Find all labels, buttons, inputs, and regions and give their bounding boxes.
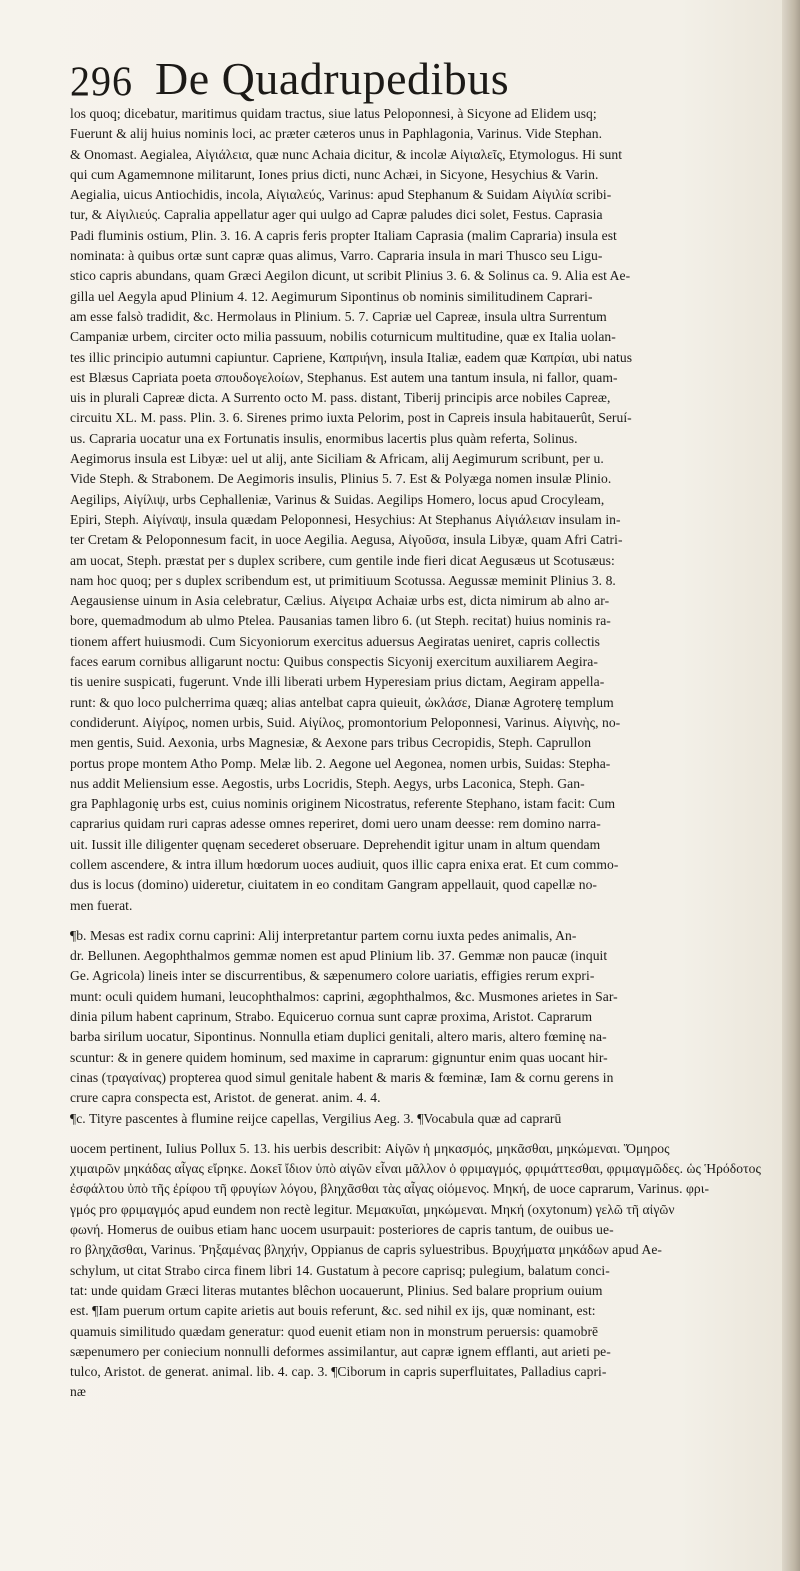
- text-line: Fuerunt & alij huius nominis loci, ac præter cæteros unus in Paphlagonia, Varinus. Vide Stephan.: [70, 126, 603, 142]
- running-title: De Quadrupedibus: [155, 53, 510, 104]
- text-line: caprarius quidam ruri capras adesse omnes reperiret, domi uero unam deesse: rem domino narra-: [70, 816, 601, 832]
- text-line: portus prope montem Atho Pomp. Melæ lib. 2. Aegone uel Aegonea, nomen urbis, Suidas: Stepha-: [70, 755, 611, 771]
- text-line: condiderunt. Αἰγίρος, nomen urbis, Suid. Αἰγίλος, promontorium Peloponnesi, Varinus. Αἰγινὴς, no-: [70, 714, 621, 730]
- text-line: Aegausiense uinum in Asia celebratur, Cælius. Αἰγειρα Achaiæ urbs est, dicta nimirum ab alno ar-: [70, 593, 610, 609]
- text-line: uocem pertinent, Iulius Pollux 5. 13. his uerbis describit: Αἰγῶν ἡ μηκασμός, μηκᾶσθαι, μηκώμεναι. Ὅμηρος: [70, 1140, 670, 1156]
- text-line: ter Cretam & Peloponnesum facit, in uoce Aegilia. Aegusa, Αἰγοῦσα, insula Libyæ, quam Afri Catri-: [70, 532, 623, 548]
- text-line: scuntur: & in genere quidem hominum, sed maxime in caprarum: gignuntur enim quas uocant hir-: [70, 1049, 608, 1065]
- text-line: runt: & quo loco pulcherrima quæq; alias antelbat capra quieuit, ὠκλάσε, Dianæ Agroterę templum: [70, 694, 614, 710]
- text-line: collem ascendere, & intra illum hœdorum uoces audiuit, quos illic capra enixa erat. Et cum commo-: [70, 856, 619, 872]
- text-line: circuitu XL. M. pass. Plin. 3. 6. Sirenes primo iuxta Pelorim, post in Capreis insula habitauerût, Seruí-: [70, 410, 632, 426]
- text-line: dr. Bellunen. Aegophthalmos gemmæ nomen est apud Plinium lib. 37. Gemmæ non paucæ (inquit: [70, 948, 608, 964]
- text-line: φωνή. Homerus de ouibus etiam hanc uocem usurpauit: posteriores de capris tantum, de ouibus ue-: [70, 1222, 614, 1238]
- text-line: qui cum Agamemnone militarunt, Iones prius dicti, nunc Achæi, in Sicyone, Hesychius & Varin.: [70, 166, 599, 182]
- text-line: Campaniæ urbem, circiter octo milia passuum, nobilis coturnicum multitudine, quæ ex Italia uolan-: [70, 329, 616, 345]
- text-line: Aegilips, Αἰγίλιψ, urbs Cephalleniæ, Varinus & Suidas. Aegilips Homero, locus apud Crocyleam,: [70, 491, 605, 507]
- text-line: Padi fluminis ostium, Plin. 3. 16. A capris feris propter Italiam Caprasia (malim Capraria) insula est: [70, 227, 617, 243]
- body-text: [70, 104, 792, 1403]
- text-line: men fuerat.: [70, 897, 133, 913]
- text-line: uit. Iussit ille diligenter quęnam secederet obseruare. Deprehendit igitur unam in altum quendam: [70, 836, 601, 852]
- page-header: [70, 44, 790, 106]
- text-line: uis in plurali Capreæ dicta. A Surrento octo M. pass. distant, Tiberij principis arce nobiles Capreæ,: [70, 390, 611, 406]
- text-line: crure capra conspecta est, Aristot. de generat. anim. 4. 4.: [70, 1090, 381, 1106]
- text-line: est. ¶Iam puerum ortum capite arietis aut bouis referunt, &c. sed nihil ex ijs, quæ nominant, est:: [70, 1303, 596, 1319]
- text-line: ro βληχᾶσθαι, Varinus. Ῥηξαμένας βληχήν, Oppianus de capris syluestribus. Βρυχήματα μηκάδων apud Ae-: [70, 1242, 663, 1258]
- text-line: tulco, Aristot. de generat. animal. lib. 4. cap. 3. ¶Ciborum in capris superfluitates, Palladius capri-: [70, 1364, 607, 1380]
- text-line: us. Capraria uocatur una ex Fortunatis insulis, enormibus lacertis plus quàm referta, Solinus.: [70, 430, 578, 446]
- text-line: los quoq; dicebatur, maritimus quidam tractus, siue latus Peloponnesi, à Sicyone ad Elidem usq;: [70, 106, 597, 121]
- text-line: tionem affert huiusmodi. Cum Sicyoniorum exercitus aduersus Aegiratas ueniret, capris collectis: [70, 633, 600, 649]
- text-line: barba sirilum uocatur, Sipontinus. Nonnulla etiam duplici genitali, altero maris, altero fœminę na-: [70, 1029, 607, 1045]
- text-line: munt: oculi quidem humani, leucophthalmos: caprini, ægophthalmos, &c. Musmones arietes in Sar-: [70, 988, 618, 1004]
- text-line: Epiri, Steph. Αἰγίναψ, insula quædam Peloponnesi, Hesychius: At Stephanus Αἰγιάλειαν insulam in-: [70, 511, 621, 527]
- text-line: γμός pro φριμαγμός apud eundem non rectè legitur. Μεμακυῖαι, μηκώμεναι. Μηκή (oxytonum) γελῶ τῆ αἰγῶν: [70, 1201, 675, 1217]
- paragraph-gap: [70, 916, 792, 926]
- text-line: tur, & Αἰγιλιεύς. Capralia appellatur ager qui uulgo ad Capræ paludes dici solet, Festus. Caprasia: [70, 207, 603, 223]
- text-line: tat: unde quidam Græci literas mutantes blêchon uocauerunt, Plinius. Sed balare proprium ouium: [70, 1282, 603, 1298]
- page-number: 296: [70, 57, 133, 106]
- text-line: dus is locus (domino) uideretur, ciuitatem in eo conditam Gangram appellauit, quod capellæ no-: [70, 877, 598, 893]
- text-line: Aegialia, uicus Antiochidis, incola, Αἰγιαλεύς, Varinus: apud Stephanum & Suidam Αἰγιλία scribi-: [70, 187, 612, 203]
- text-line: am esse falsò tradidit, &c. Hermolaus in Plinium. 5. 7. Capriæ uel Capreæ, insula ultra Surrentum: [70, 308, 607, 324]
- text-line: nam hoc quoq; per s duplex scribendum est, ut primitiuum Scotussa. Aegussæ meminit Plinius 3. 8.: [70, 572, 616, 588]
- text-line: stico capris abundans, quam Græci Aegilon dicunt, ut scribit Plinius 3. 6. & Solinus ca. 9. Alia est Ae-: [70, 268, 631, 284]
- text-line: faces earum cornibus alligarunt noctu: Quibus conspectis Sicyonij exercitum auxiliarem Aegira-: [70, 654, 598, 670]
- text-line: men gentis, Suid. Aexonia, urbs Magnesiæ, & Aexone pars tribus Cecropidis, Steph. Caprullon: [70, 735, 592, 751]
- text-line: & Onomast. Aegialea, Αἰγιάλεια, quæ nunc Achaia dicitur, & incolæ Αἰγιαλεῖς, Etymologus. Hi sunt: [70, 146, 623, 162]
- text-line: ¶b. Mesas est radix cornu caprini: Alij interpretantur partem cornu iuxta pedes animalis, An-: [70, 927, 577, 943]
- text-line: næ: [70, 1384, 86, 1400]
- text-line: gilla uel Aegyla apud Plinium 4. 12. Aegimurum Sipontinus ob nominis similitudinem Caprari-: [70, 288, 593, 304]
- text-line: ¶c. Tityre pascentes à flumine reijce capellas, Vergilius Aeg. 3. ¶Vocabula quæ ad caprarū: [70, 1110, 562, 1126]
- text-line: est Blæsus Capriata poeta σπουδογελοίων, Stephanus. Est autem una tantum insula, ni fallor, quam-: [70, 369, 618, 385]
- text-line: Vide Steph. & Strabonem. De Aegimoris insulis, Plinius 5. 7. Est & Polyæga nomen insulæ Plinio.: [70, 471, 612, 487]
- text-line: quamuis similitudo quædam generatur: quod euenit etiam non in monstrum peruersis: quamobrē: [70, 1323, 599, 1339]
- text-line: bore, quemadmodum ab ulmo Ptelea. Pausanias tamen libro 6. (ut Steph. recitat) huius nominis ra-: [70, 613, 611, 629]
- text-line: χιμαιρῶν μηκάδας αἶγας εἴρηκε. Δοκεῖ ἴδιον ὑπὸ αἰγῶν εἶναι μᾶλλον ὁ φριμαγμός, φριμάττεσθαι, φριμαγμῶδες. ὡς Ἡρόδοτος: [70, 1161, 761, 1177]
- text-line: schylum, ut citat Strabo circa finem libri 14. Gustatum à pecore caprisq; pulegium, balatum conci-: [70, 1262, 610, 1278]
- text-line: am uocat, Steph. præstat per s duplex scribere, cum gentile inde fieri dicat Aegusæus ut Scotusæus:: [70, 552, 615, 568]
- text-line: tis uenire suspicati, fugerunt. Vnde illi liberati urbem Hyperesiam prius dictam, Aegiram appella-: [70, 674, 605, 690]
- text-line: sæpenumero per coniecium nonnulli deformes assimilantur, aut capræ ignem efflanti, aut arieti pe-: [70, 1343, 611, 1359]
- text-line: dinia pilum habent caprinum, Strabo. Equiceruo cornua sunt capræ proxima, Aristot. Caprarum: [70, 1009, 593, 1025]
- text-line: tes illic principio autumni capiuntur. Capriene, Καπριήνη, insula Italiæ, eadem quæ Καπρίαι, ubi natus: [70, 349, 633, 365]
- text-line: Aegimorus insula est Libyæ: uel ut alij, ante Siciliam & Africam, alij Aegimurum scribunt, per u.: [70, 451, 604, 467]
- text-line: cinas (τραγαίνας) propterea quod simul genitale habent & maris & fœminæ, Iam & cornu gerens in: [70, 1069, 614, 1085]
- text-line: ἐσφάλτου ὑπὸ τῆς ἐρίφου τῆ φρυγίων λόγου, βληχᾶσθαι τὰς αἶγας οἰόμενος. Μηκή, de uoce caprarum, Varinus. φρι-: [70, 1181, 710, 1197]
- paragraph-gap: [70, 1129, 792, 1139]
- text-line: nominata: à quibus ortæ sunt capræ quas alimus, Varro. Capraria insula in mari Thusco seu Ligu-: [70, 248, 603, 264]
- text-line: Ge. Agricola) lineis inter se discurrentibus, & sæpenumero colore uariatis, effigies rerum expri-: [70, 968, 595, 984]
- text-line: gra Paphlagonię urbs est, cuius nominis originem Nicostratus, referente Stephano, istam facit: Cum: [70, 796, 616, 812]
- text-line: nus addit Meliensium esse. Aegostis, urbs Locridis, Steph. Aegys, urbs Laconica, Steph. Gan-: [70, 775, 585, 791]
